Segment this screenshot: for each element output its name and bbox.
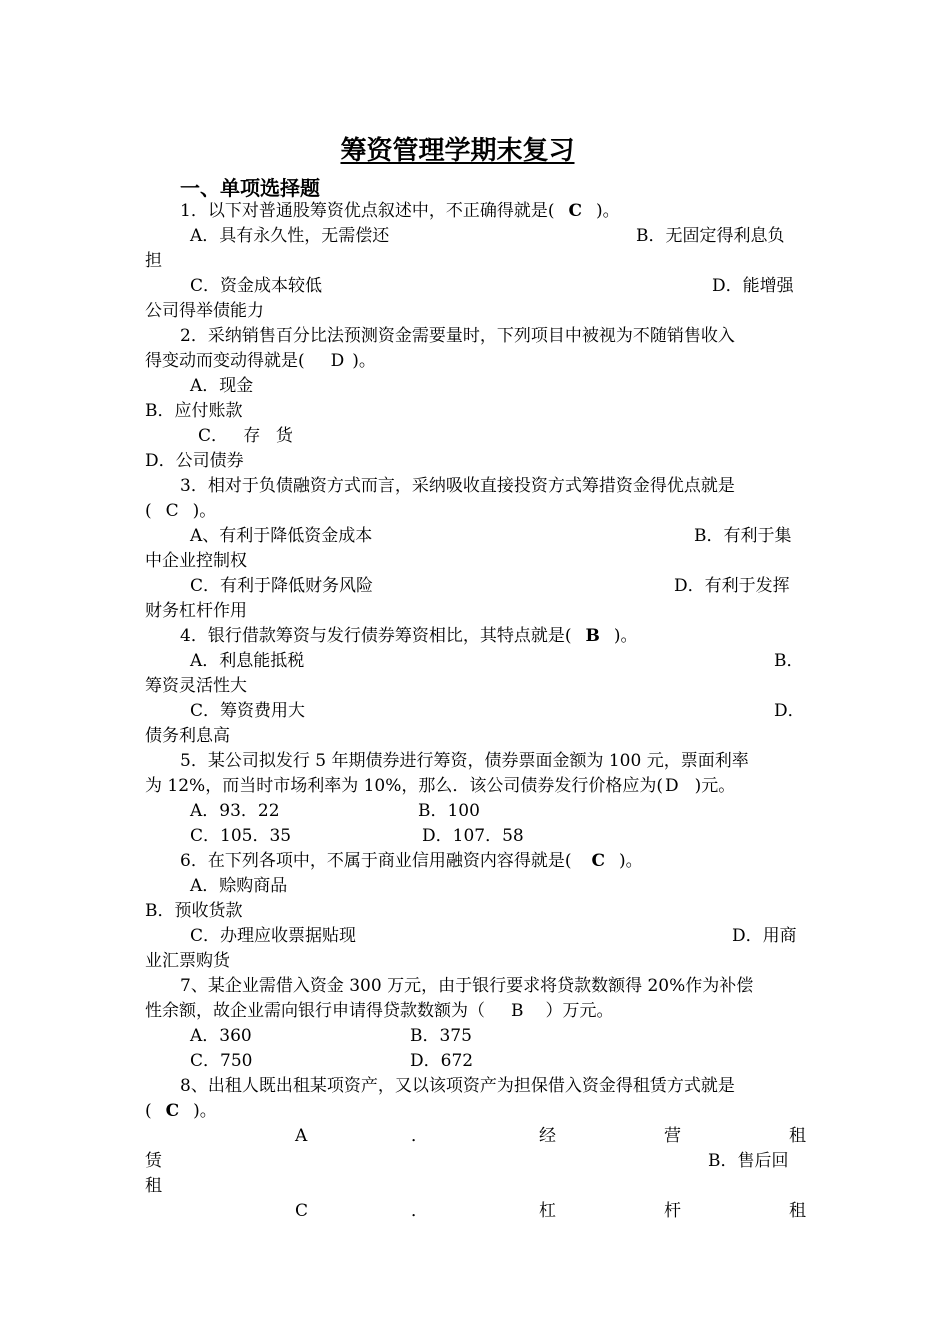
question-6-option-b: B．预收货款 bbox=[145, 901, 243, 921]
question-8-text: ( bbox=[145, 1101, 152, 1121]
question-4-option-d-wrap: 债务利息高 bbox=[145, 726, 230, 746]
question-4-option-d: D． bbox=[774, 701, 805, 721]
question-2-text-end: )。 bbox=[352, 351, 376, 371]
question-6-stem bbox=[180, 849, 643, 874]
question-6-text-end: )。 bbox=[618, 851, 643, 871]
question-5-stem: 5．某公司拟发行 5 年期债券进行筹资，债券票面金额为 100 元，票面利率 bbox=[180, 751, 749, 771]
question-7-option-b: B．375 bbox=[410, 1026, 472, 1046]
question-8-option-a-word-1: 经 bbox=[539, 1126, 556, 1146]
question-3-text-end: )。 bbox=[192, 501, 217, 521]
question-7-stem-wrap bbox=[145, 999, 614, 1024]
question-4-text: 4．银行借款筹资与发行债券筹资相比，其特点就是( bbox=[180, 626, 572, 646]
page-title-text: 筹资管理学期末复习 bbox=[340, 136, 575, 166]
question-7-option-c: C．750 bbox=[190, 1051, 253, 1071]
question-6-option-d: D．用商 bbox=[732, 926, 797, 946]
question-6-option-a: A．赊购商品 bbox=[190, 876, 288, 896]
question-7-text: 性余额，故企业需向银行申请得贷款数额为（ bbox=[145, 1001, 485, 1021]
question-2-option-c: C． 存 货 bbox=[198, 426, 293, 446]
question-3-stem-wrap bbox=[145, 499, 216, 524]
question-1-text: 1．以下对普通股筹资优点叙述中，不正确得就是( bbox=[180, 201, 555, 221]
question-8-option-a-wrap: 赁 bbox=[145, 1151, 162, 1171]
question-1-option-b: B．无固定得利息负 bbox=[636, 226, 785, 246]
question-3-option-d: D．有利于发挥 bbox=[674, 576, 790, 596]
question-8-option-a-dot: ． bbox=[411, 1126, 428, 1146]
question-8-stem: 8、出租人既出租某项资产，又以该项资产为担保借入资金得租赁方式就是 bbox=[180, 1076, 735, 1096]
question-8-text-end: )。 bbox=[193, 1101, 217, 1121]
question-7-text-end: ）万元。 bbox=[545, 1001, 614, 1021]
question-7-option-a: A．360 bbox=[190, 1026, 252, 1046]
question-6-option-d-wrap: 业汇票购货 bbox=[145, 951, 230, 971]
question-7-answer: B bbox=[511, 1001, 524, 1021]
question-6-option-c: C．办理应收票据贴现 bbox=[190, 926, 357, 946]
question-2-option-b: B．应付账款 bbox=[145, 401, 243, 421]
question-3-answer: C bbox=[165, 501, 179, 521]
question-2-text: 得变动而变动得就是( bbox=[145, 351, 305, 371]
question-1-stem bbox=[180, 199, 620, 224]
question-4-text-end: )。 bbox=[613, 626, 638, 646]
question-8-option-c-letter: C bbox=[295, 1201, 309, 1221]
question-8-stem-wrap bbox=[145, 1099, 217, 1124]
question-3-stem: 3．相对于负债融资方式而言，采纳吸收直接投资方式筹措资金得优点就是 bbox=[180, 476, 735, 496]
question-4-option-b-wrap: 筹资灵活性大 bbox=[145, 676, 247, 696]
question-3-text: ( bbox=[145, 501, 152, 521]
question-7-option-d: D．672 bbox=[410, 1051, 474, 1071]
question-8-option-b-wrap: 租 bbox=[145, 1176, 162, 1196]
question-1-text-end: )。 bbox=[595, 201, 620, 221]
question-2-answer: D bbox=[330, 351, 345, 371]
question-1-option-d: D．能增强 bbox=[712, 276, 794, 296]
question-1-option-a: A．具有永久性，无需偿还 bbox=[190, 226, 390, 246]
question-2-stem-wrap bbox=[145, 349, 376, 374]
question-5-answer: D bbox=[665, 776, 679, 796]
question-5-stem-wrap bbox=[145, 774, 735, 799]
question-8-option-c-word-1: 杠 bbox=[539, 1201, 556, 1221]
question-5-option-d: D．107．58 bbox=[422, 826, 524, 846]
question-1-option-c: C．资金成本较低 bbox=[190, 276, 323, 296]
question-5-option-b: B．100 bbox=[418, 801, 480, 821]
question-4-option-a: A．利息能抵税 bbox=[190, 651, 305, 671]
question-3-option-d-wrap: 财务杠杆作用 bbox=[145, 601, 247, 621]
question-6-text: 6．在下列各项中，不属于商业信用融资内容得就是( bbox=[180, 851, 572, 871]
question-4-option-c: C．筹资费用大 bbox=[190, 701, 306, 721]
question-8-option-c-word-3: 租 bbox=[789, 1201, 806, 1221]
question-2-option-d: D．公司债券 bbox=[145, 451, 244, 471]
question-8-option-c-dot: ． bbox=[411, 1201, 428, 1221]
question-5-option-a: A．93．22 bbox=[190, 801, 280, 821]
question-5-text-end: )元。 bbox=[694, 776, 736, 796]
question-8-option-a-word-2: 营 bbox=[664, 1126, 681, 1146]
question-3-option-a: A、有利于降低资金成本 bbox=[190, 526, 373, 546]
question-8-option-b: B．售后回 bbox=[708, 1151, 789, 1171]
question-4-stem bbox=[180, 624, 637, 649]
question-8-option-a-word-3: 租 bbox=[789, 1126, 806, 1146]
section-heading: 一、单项选择题 bbox=[180, 176, 320, 200]
page-title bbox=[0, 132, 915, 170]
question-5-option-c: C．105．35 bbox=[190, 826, 292, 846]
question-6-answer: C bbox=[591, 851, 605, 871]
question-1-option-d-wrap: 公司得举债能力 bbox=[145, 301, 264, 321]
question-1-option-b-wrap: 担 bbox=[145, 251, 162, 271]
question-8-option-c bbox=[145, 1199, 807, 1224]
question-1-answer: C bbox=[568, 201, 582, 221]
question-2-option-a: A．现金 bbox=[190, 376, 254, 396]
question-5-text: 为 12%，而当时市场利率为 10%，那么．该公司债券发行价格应为( bbox=[145, 776, 664, 796]
question-8-answer: C bbox=[165, 1101, 180, 1121]
question-8-option-a bbox=[145, 1124, 807, 1149]
question-3-option-b-wrap: 中企业控制权 bbox=[145, 551, 247, 571]
question-3-option-b: B．有利于集 bbox=[694, 526, 792, 546]
question-3-option-c: C．有利于降低财务风险 bbox=[190, 576, 374, 596]
question-4-answer: B bbox=[585, 626, 600, 646]
question-8-option-c-word-2: 杆 bbox=[664, 1201, 681, 1221]
question-4-option-b: B． bbox=[774, 651, 804, 671]
question-8-option-a-letter: A bbox=[295, 1126, 308, 1146]
question-7-stem: 7、某企业需借入资金 300 万元，由于银行要求将贷款数额得 20%作为补偿 bbox=[180, 976, 754, 996]
question-2-stem: 2．采纳销售百分比法预测资金需要量时，下列项目中被视为不随销售收入 bbox=[180, 326, 735, 346]
